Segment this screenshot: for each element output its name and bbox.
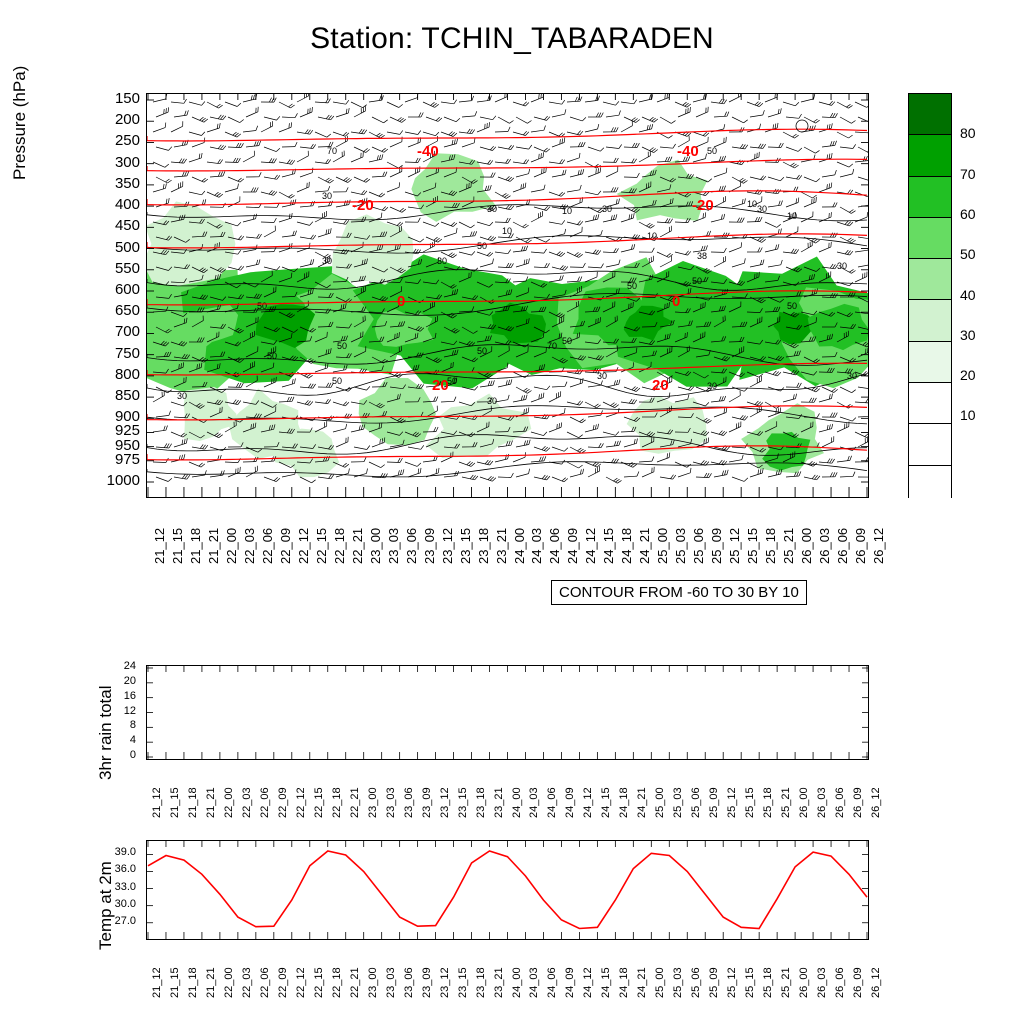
svg-text:-20: -20 (692, 197, 714, 214)
svg-text:50: 50 (332, 376, 343, 386)
svg-text:38: 38 (697, 251, 708, 261)
x-tick-label: 24_12 (582, 787, 595, 818)
x-tick-label: 24_03 (528, 967, 541, 998)
y-tick-label: 30.0 (114, 897, 136, 910)
temp-y-axis-ticks (70, 840, 136, 940)
x-tick-label: 25_03 (673, 527, 689, 564)
x-tick-label: 22_03 (241, 527, 257, 564)
x-tick-label: 24_15 (600, 787, 613, 818)
colorbar-label: 50 (960, 246, 976, 263)
y-tick-label: 150 (114, 90, 140, 107)
y-tick-label: 700 (114, 323, 140, 341)
x-tick-label: 26_12 (871, 527, 886, 564)
x-tick-label: 21_15 (168, 787, 181, 818)
x-tick-label: 24_06 (546, 967, 559, 998)
colorbar-segment (909, 423, 951, 464)
x-tick-label: 26_00 (798, 967, 811, 998)
x-tick-label: 23_12 (438, 967, 451, 998)
y-tick-label: 850 (114, 387, 140, 405)
colorbar-label: 60 (960, 205, 976, 222)
page-title: Station: TCHIN_TABARADEN (310, 22, 714, 55)
x-tick-label: 25_18 (763, 527, 779, 564)
y-tick-label: 650 (114, 302, 140, 320)
y-tick-label: 1000 (106, 472, 140, 489)
x-tick-label: 24_09 (564, 787, 577, 818)
x-tick-label: 22_09 (276, 787, 289, 818)
svg-text:50: 50 (562, 336, 573, 346)
svg-text:50: 50 (447, 376, 458, 386)
svg-text:50: 50 (477, 241, 488, 251)
x-tick-label: 26_00 (799, 527, 815, 564)
x-tick-label: 23_18 (474, 967, 487, 998)
x-tick-label: 23_06 (403, 527, 419, 564)
x-tick-label: 25_09 (708, 787, 721, 818)
x-tick-label: 21_21 (204, 787, 217, 818)
colorbar-segment (909, 94, 951, 134)
x-tick-label: 21_18 (187, 527, 203, 564)
y-tick-label: 20 (123, 674, 136, 687)
svg-text:0: 0 (397, 293, 406, 310)
svg-text:10: 10 (787, 211, 798, 221)
x-tick-label: 25_15 (744, 967, 757, 998)
x-tick-label: 25_12 (726, 787, 739, 818)
x-tick-label: 22_21 (348, 787, 361, 818)
x-tick-label: 23_21 (493, 527, 509, 564)
x-tick-label: 23_03 (384, 967, 397, 998)
main-y-axis-ticks (78, 90, 140, 498)
svg-text:50: 50 (477, 346, 488, 356)
svg-text:-40: -40 (417, 143, 439, 160)
x-tick-label: 23_03 (385, 527, 401, 564)
x-tick-label: 25_09 (709, 527, 725, 564)
temp-panel (146, 840, 869, 940)
svg-text:30: 30 (847, 371, 858, 381)
meteogram-plot (147, 94, 868, 497)
y-tick-label: 900 (114, 408, 140, 426)
x-tick-label: 26_09 (853, 527, 869, 564)
x-tick-label: 23_06 (402, 967, 415, 998)
svg-text:30: 30 (437, 256, 448, 266)
x-tick-label: 21_15 (168, 967, 181, 998)
x-tick-label: 24_15 (601, 527, 617, 564)
x-tick-label: 25_18 (762, 787, 775, 818)
rain-x-axis-ticks (146, 762, 882, 832)
y-tick-label: 400 (114, 196, 140, 214)
temp-panel-label: Temp at 2m (96, 861, 115, 950)
svg-text:30: 30 (487, 396, 498, 406)
colorbar-label: 80 (960, 125, 976, 142)
svg-text:-40: -40 (677, 143, 699, 160)
x-tick-label: 22_09 (276, 967, 289, 998)
svg-text:10: 10 (647, 231, 658, 241)
x-tick-label: 26_09 (852, 967, 865, 998)
rain-panel (146, 665, 869, 760)
x-tick-label: 24_18 (618, 787, 631, 818)
x-tick-label: 25_06 (691, 527, 707, 564)
x-tick-label: 25_12 (727, 527, 743, 564)
x-tick-label: 22_15 (312, 967, 325, 998)
x-tick-label: 25_21 (780, 967, 793, 998)
y-tick-label: 4 (129, 734, 136, 747)
x-tick-label: 22_21 (349, 527, 365, 564)
x-tick-label: 23_18 (475, 527, 491, 564)
x-tick-label: 21_12 (152, 527, 167, 564)
svg-text:30: 30 (322, 191, 333, 201)
svg-text:10: 10 (562, 206, 573, 216)
x-tick-label: 25_15 (744, 787, 757, 818)
x-tick-label: 23_00 (367, 527, 383, 564)
x-tick-label: 26_12 (870, 787, 882, 818)
colorbar-segment (909, 134, 951, 175)
x-tick-label: 26_03 (816, 967, 829, 998)
x-tick-label: 23_06 (402, 787, 415, 818)
x-tick-label: 23_00 (366, 787, 379, 818)
x-tick-label: 24_09 (565, 527, 581, 564)
x-tick-label: 22_21 (348, 967, 361, 998)
x-tick-label: 22_18 (330, 787, 343, 818)
x-tick-label: 23_15 (456, 967, 469, 998)
colorbar-segment (909, 217, 951, 258)
temp-x-axis-ticks (146, 942, 882, 1012)
x-tick-label: 26_06 (834, 967, 847, 998)
x-tick-label: 22_12 (294, 787, 307, 818)
y-tick-label: 27.0 (114, 914, 136, 927)
svg-text:50: 50 (787, 301, 798, 311)
x-tick-label: 25_00 (654, 967, 667, 998)
svg-text:50: 50 (707, 146, 718, 156)
x-tick-label: 21_21 (205, 527, 221, 564)
svg-text:0: 0 (672, 293, 681, 310)
x-tick-label: 23_21 (492, 787, 505, 818)
colorbar-segment (909, 258, 951, 299)
main-x-axis-ticks (146, 500, 886, 580)
x-tick-label: 23_03 (384, 787, 397, 818)
y-tick-label: 8 (129, 719, 136, 732)
x-tick-label: 25_00 (654, 787, 667, 818)
svg-text:50: 50 (257, 301, 268, 311)
y-tick-label: 950 (114, 436, 140, 454)
x-tick-label: 23_12 (439, 527, 455, 564)
y-tick-label: 350 (114, 174, 140, 192)
y-tick-label: 975 (114, 450, 140, 468)
x-tick-label: 24_12 (582, 967, 595, 998)
svg-text:20: 20 (432, 377, 449, 394)
x-tick-label: 22_18 (331, 527, 347, 564)
x-tick-label: 24_21 (636, 967, 649, 998)
y-tick-label: 600 (114, 281, 140, 298)
x-tick-label: 22_15 (312, 787, 325, 818)
x-tick-label: 25_09 (708, 967, 721, 998)
x-tick-label: 26_12 (870, 967, 882, 998)
x-tick-label: 26_03 (817, 527, 833, 564)
x-tick-label: 25_21 (780, 787, 793, 818)
svg-text:30: 30 (597, 371, 608, 381)
svg-text:10: 10 (502, 226, 513, 236)
x-tick-label: 26_06 (834, 787, 847, 818)
y-tick-label: 16 (123, 689, 136, 702)
y-tick-label: 24 (123, 660, 136, 672)
x-tick-label: 24_00 (511, 527, 527, 564)
x-tick-label: 22_03 (240, 787, 253, 818)
y-tick-label: 300 (114, 153, 140, 171)
svg-text:70: 70 (547, 341, 558, 351)
x-tick-label: 25_03 (672, 787, 685, 818)
colorbar-segment (909, 465, 951, 506)
x-tick-label: 25_15 (745, 527, 761, 564)
upper-air-meteogram (146, 93, 869, 498)
x-tick-label: 25_06 (690, 787, 703, 818)
x-tick-label: 25_12 (726, 967, 739, 998)
svg-text:30: 30 (487, 204, 498, 214)
x-tick-label: 23_18 (474, 787, 487, 818)
x-tick-label: 24_00 (510, 787, 523, 818)
svg-text:70: 70 (327, 146, 338, 156)
svg-text:30: 30 (322, 256, 333, 266)
x-tick-label: 23_00 (366, 967, 379, 998)
colorbar-label: 20 (960, 367, 976, 384)
x-tick-label: 23_21 (492, 967, 505, 998)
svg-text:20: 20 (652, 377, 669, 394)
x-tick-label: 21_12 (151, 967, 163, 998)
x-tick-label: 24_09 (564, 967, 577, 998)
svg-text:30: 30 (177, 391, 188, 401)
svg-text:30: 30 (837, 261, 848, 271)
x-tick-label: 21_18 (186, 787, 199, 818)
main-y-axis-label: Pressure (hPa) (10, 65, 29, 180)
colorbar-segment (909, 176, 951, 217)
colorbar-segment (909, 341, 951, 382)
x-tick-label: 26_03 (816, 787, 829, 818)
x-tick-label: 24_18 (619, 527, 635, 564)
y-tick-label: 550 (114, 259, 140, 277)
contour-note: CONTOUR FROM -60 TO 30 BY 10 (551, 580, 807, 605)
x-tick-label: 22_06 (259, 527, 275, 564)
svg-text:10: 10 (747, 199, 758, 209)
svg-text:50: 50 (337, 341, 348, 351)
x-tick-label: 22_18 (330, 967, 343, 998)
x-tick-label: 22_00 (222, 967, 235, 998)
x-tick-label: 24_06 (547, 527, 563, 564)
y-tick-label: 200 (114, 111, 140, 129)
colorbar-label: 30 (960, 326, 976, 343)
colorbar (908, 93, 952, 498)
svg-text:-20: -20 (352, 197, 374, 214)
rain-y-axis-ticks (78, 660, 136, 761)
x-tick-label: 21_15 (169, 527, 185, 564)
x-tick-label: 23_09 (420, 967, 433, 998)
x-tick-label: 21_12 (151, 787, 163, 818)
x-tick-label: 22_06 (258, 967, 271, 998)
svg-text:50: 50 (267, 351, 278, 361)
x-tick-label: 24_12 (583, 527, 599, 564)
x-tick-label: 24_06 (546, 787, 559, 818)
temp-plot (147, 841, 868, 939)
y-tick-label: 925 (114, 422, 140, 440)
x-tick-label: 24_00 (510, 967, 523, 998)
x-tick-label: 22_12 (294, 967, 307, 998)
colorbar-label: 40 (960, 286, 976, 303)
x-tick-label: 22_12 (295, 527, 311, 564)
x-tick-label: 22_06 (258, 787, 271, 818)
x-tick-label: 22_09 (277, 527, 293, 564)
colorbar-segment (909, 382, 951, 423)
svg-text:30: 30 (707, 381, 718, 391)
y-tick-label: 800 (114, 365, 140, 383)
x-tick-label: 25_03 (672, 967, 685, 998)
x-tick-label: 23_09 (420, 787, 433, 818)
y-tick-label: 750 (114, 344, 140, 362)
y-tick-label: 500 (114, 238, 140, 256)
x-tick-label: 24_21 (636, 787, 649, 818)
colorbar-label: 10 (960, 407, 976, 424)
y-tick-label: 250 (114, 132, 140, 150)
y-tick-label: 0 (129, 749, 136, 761)
x-tick-label: 23_09 (421, 527, 437, 564)
x-tick-label: 22_15 (313, 527, 329, 564)
x-tick-label: 24_18 (618, 967, 631, 998)
y-tick-label: 12 (123, 704, 136, 717)
x-tick-label: 26_06 (835, 527, 851, 564)
x-tick-label: 23_12 (438, 787, 451, 818)
x-tick-label: 25_00 (655, 527, 671, 564)
y-tick-label: 450 (114, 217, 140, 235)
svg-text:30: 30 (757, 204, 768, 214)
x-tick-label: 22_00 (222, 787, 235, 818)
rain-plot (147, 666, 868, 759)
x-tick-label: 25_21 (781, 527, 797, 564)
y-tick-label: 33.0 (114, 880, 136, 893)
x-tick-label: 25_18 (762, 967, 775, 998)
x-tick-label: 24_15 (600, 967, 613, 998)
svg-text:50: 50 (627, 281, 638, 291)
rain-panel-label: 3hr rain total (96, 685, 115, 780)
colorbar-segment (909, 299, 951, 340)
x-tick-label: 24_03 (529, 527, 545, 564)
x-tick-label: 21_18 (186, 967, 199, 998)
x-tick-label: 23_15 (456, 787, 469, 818)
y-tick-label: 39.0 (114, 846, 136, 859)
x-tick-label: 23_15 (457, 527, 473, 564)
y-tick-label: 36.0 (114, 863, 136, 876)
x-tick-label: 22_00 (223, 527, 239, 564)
x-tick-label: 24_03 (528, 787, 541, 818)
x-tick-label: 26_00 (798, 787, 811, 818)
x-tick-label: 21_21 (204, 967, 217, 998)
svg-text:50: 50 (692, 276, 703, 286)
colorbar-label: 70 (960, 165, 976, 182)
x-tick-label: 22_03 (240, 967, 253, 998)
x-tick-label: 24_21 (637, 527, 653, 564)
svg-text:30: 30 (602, 204, 613, 214)
x-tick-label: 25_06 (690, 967, 703, 998)
x-tick-label: 26_09 (852, 787, 865, 818)
